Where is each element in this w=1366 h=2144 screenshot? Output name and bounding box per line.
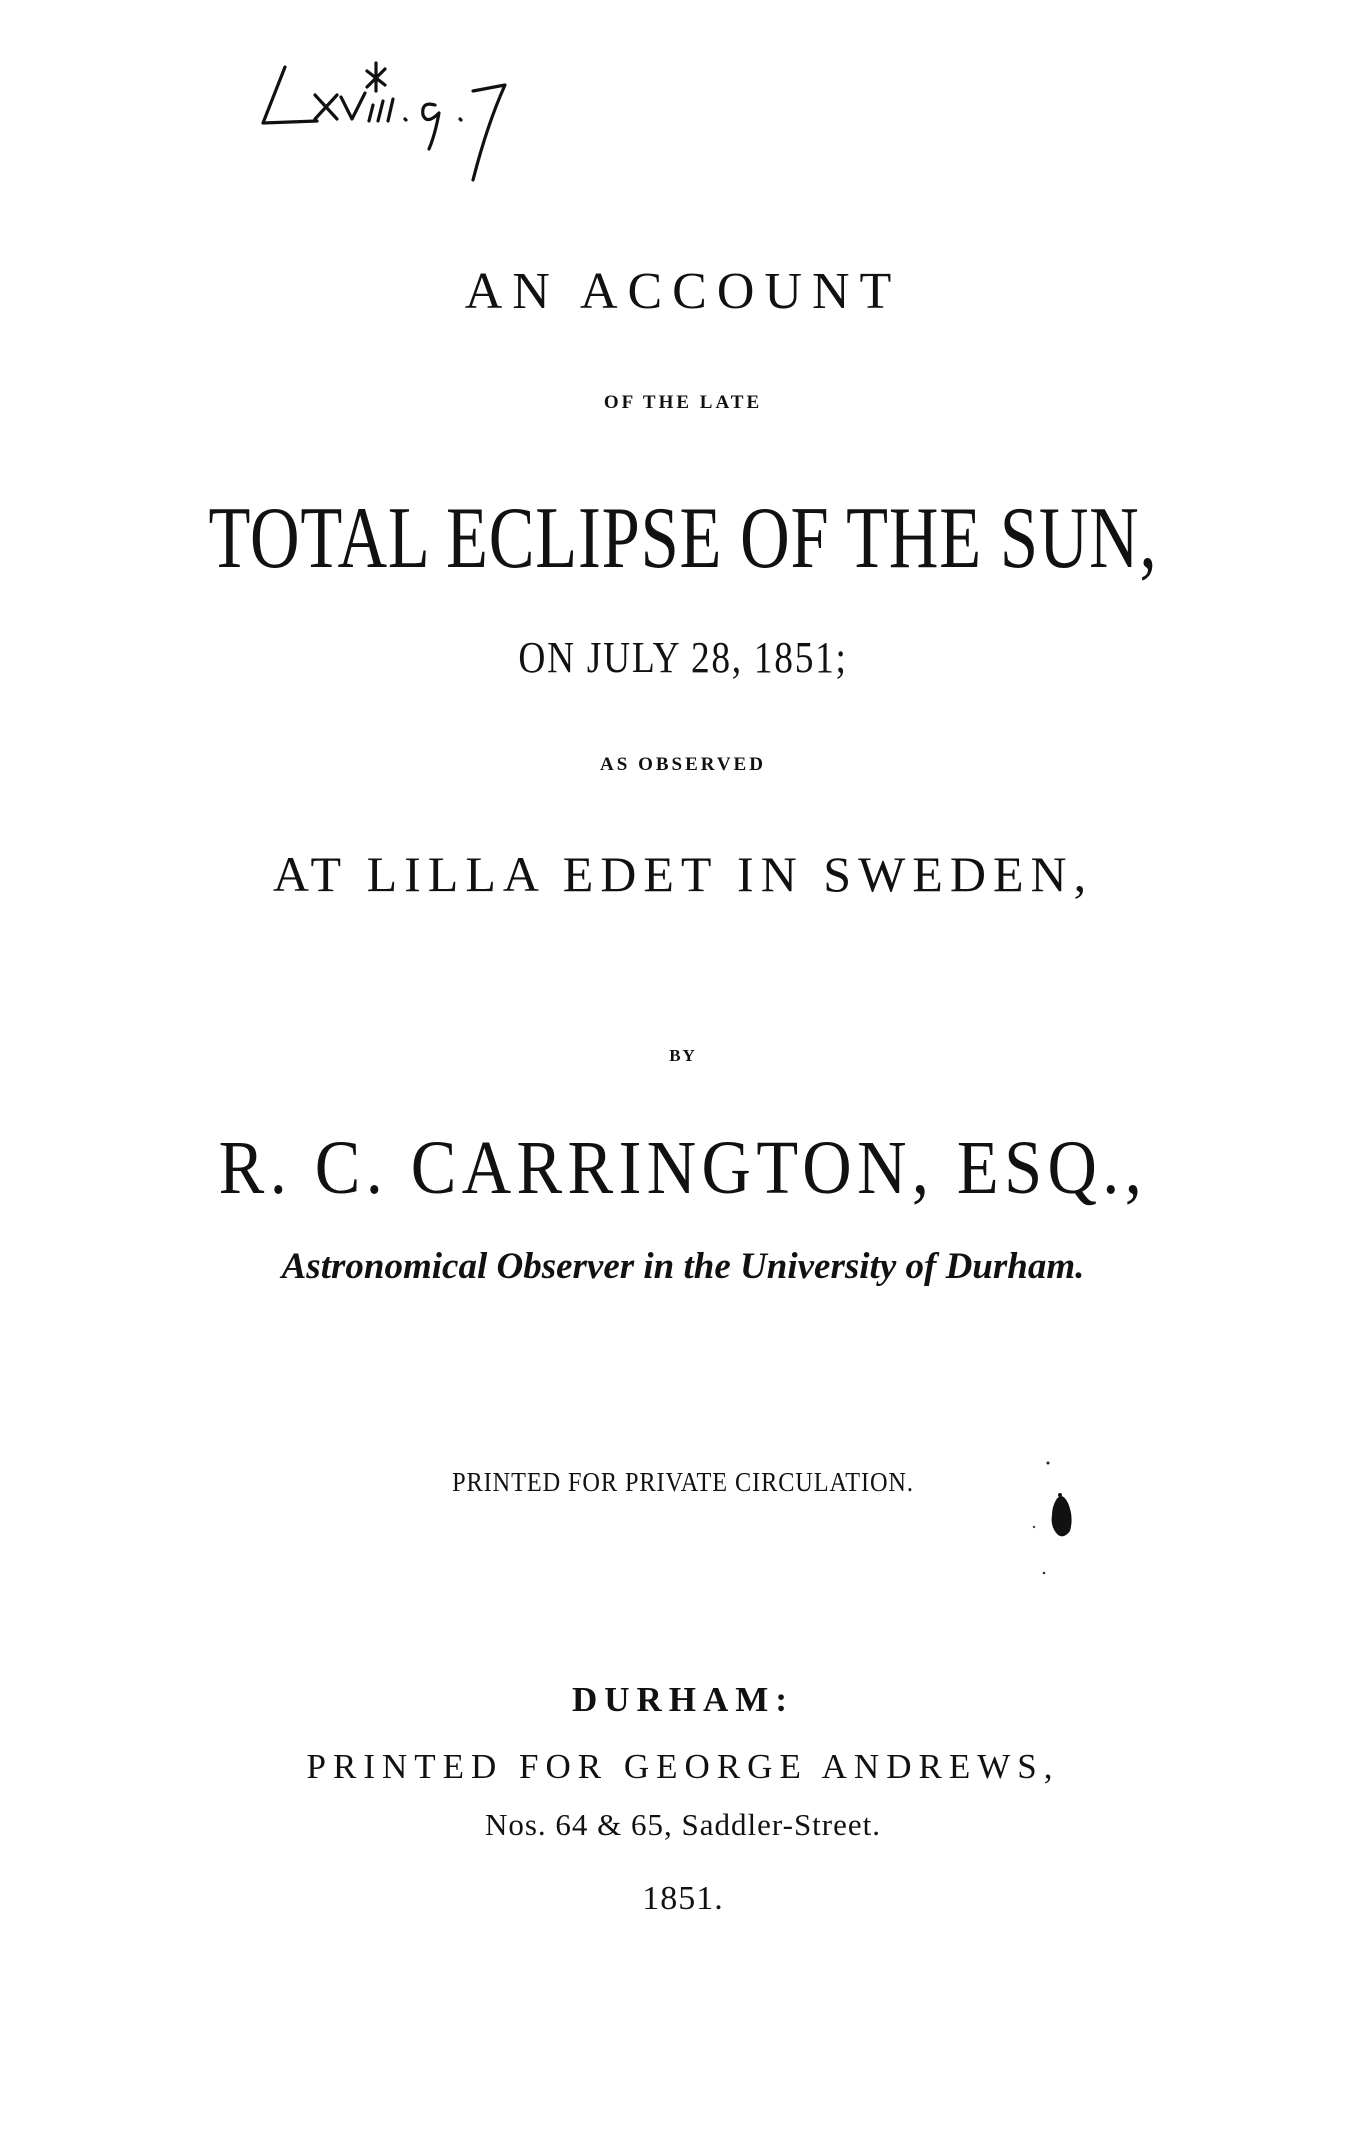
imprint-year: 1851. — [642, 1880, 724, 1917]
place-line: AT LILLA EDET IN SWEDEN, — [272, 846, 1094, 902]
ink-blot-icon — [1030, 1455, 1100, 1585]
author-name: R. C. CARRINGTON, ESQ., — [218, 1126, 1148, 1210]
subtitle-of-the-late: OF THE LATE — [603, 392, 763, 413]
imprint-address: Nos. 64 & 65, Saddler-Street. — [484, 1807, 882, 1842]
by-line: BY — [669, 1046, 697, 1065]
date-line: ON JULY 28, 1851; — [518, 633, 848, 682]
main-title: TOTAL ECLIPSE OF THE SUN, — [208, 490, 1158, 587]
as-observed-line: AS OBSERVED — [600, 754, 766, 775]
handwritten-shelfmark — [255, 55, 635, 205]
author-affiliation: Astronomical Observer in the University of Durham. — [281, 1246, 1085, 1287]
imprint-city: DURHAM: — [571, 1680, 795, 1719]
private-circulation-line: PRINTED FOR PRIVATE CIRCULATION. — [452, 1467, 914, 1497]
imprint-printer: PRINTED FOR GEORGE ANDREWS, — [306, 1747, 1060, 1786]
title-an-account: AN ACCOUNT — [464, 263, 902, 320]
